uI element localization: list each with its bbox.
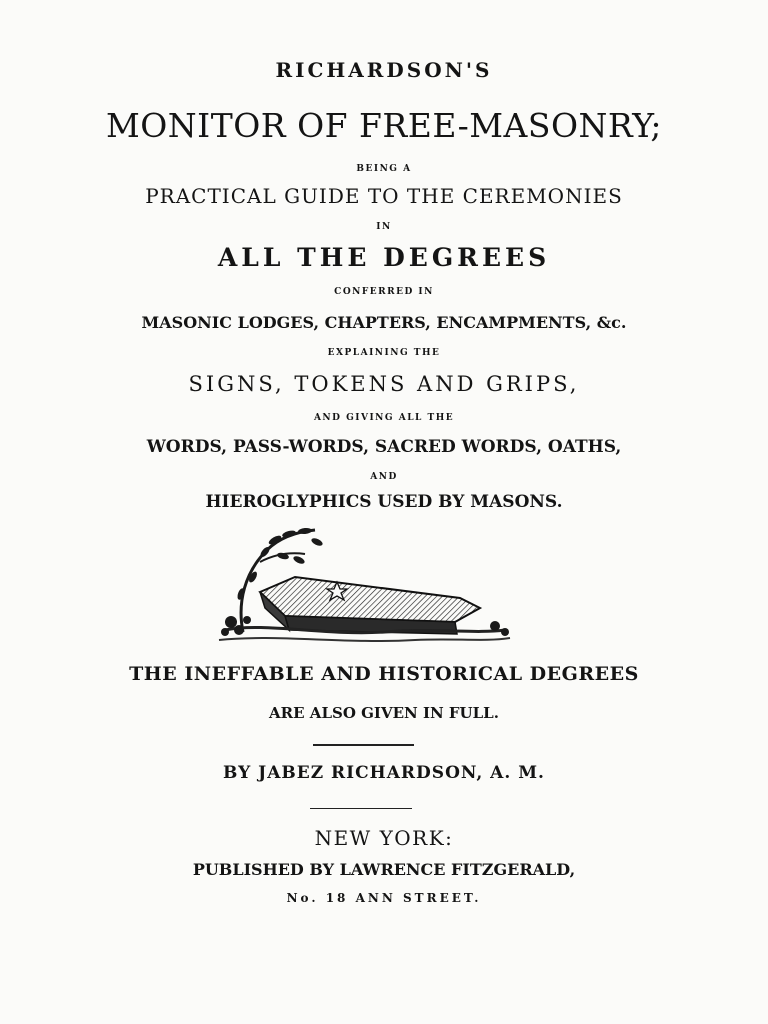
main-title: MONITOR OF FREE-MASONRY;: [105, 106, 663, 145]
author-possessive: RICHARDSON'S: [275, 58, 493, 82]
also-given-in-full-line: ARE ALSO GIVEN IN FULL.: [269, 704, 499, 722]
divider-bottom: [310, 808, 412, 809]
connector-and-giving-all-the: AND GIVING ALL THE: [313, 413, 455, 423]
address-line: No. 18 ANN STREET.: [286, 891, 482, 905]
connector-explaining-the: EXPLAINING THE: [327, 348, 441, 358]
practical-guide-line: PRACTICAL GUIDE TO THE CEREMONIES: [145, 184, 623, 208]
connector-conferred-in: CONFERRED IN: [334, 287, 434, 297]
connector-and: AND: [370, 472, 398, 482]
signs-tokens-grips-line: SIGNS, TOKENS AND GRIPS,: [188, 372, 580, 396]
connector-in: IN: [376, 222, 392, 232]
masonic-lodges-line: MASONIC LODGES, CHAPTERS, ENCAMPMENTS, &c.: [141, 313, 627, 332]
coffin-with-acacia-sprig-icon: [205, 522, 520, 654]
all-the-degrees-line: ALL THE DEGREES: [217, 243, 551, 272]
divider-top: [313, 744, 414, 746]
connector-being-a: BEING A: [356, 164, 412, 174]
byline: BY JABEZ RICHARDSON, A. M.: [223, 763, 545, 783]
ineffable-degrees-line: THE INEFFABLE AND HISTORICAL DEGREES: [129, 663, 639, 685]
city-line: NEW YORK:: [314, 826, 454, 850]
hieroglyphics-line: HIEROGLYPHICS USED BY MASONS.: [205, 492, 563, 512]
publisher-line: PUBLISHED BY LAWRENCE FITZGERALD,: [192, 860, 576, 879]
words-pass-words-line: WORDS, PASS-WORDS, SACRED WORDS, OATHS,: [146, 437, 622, 457]
